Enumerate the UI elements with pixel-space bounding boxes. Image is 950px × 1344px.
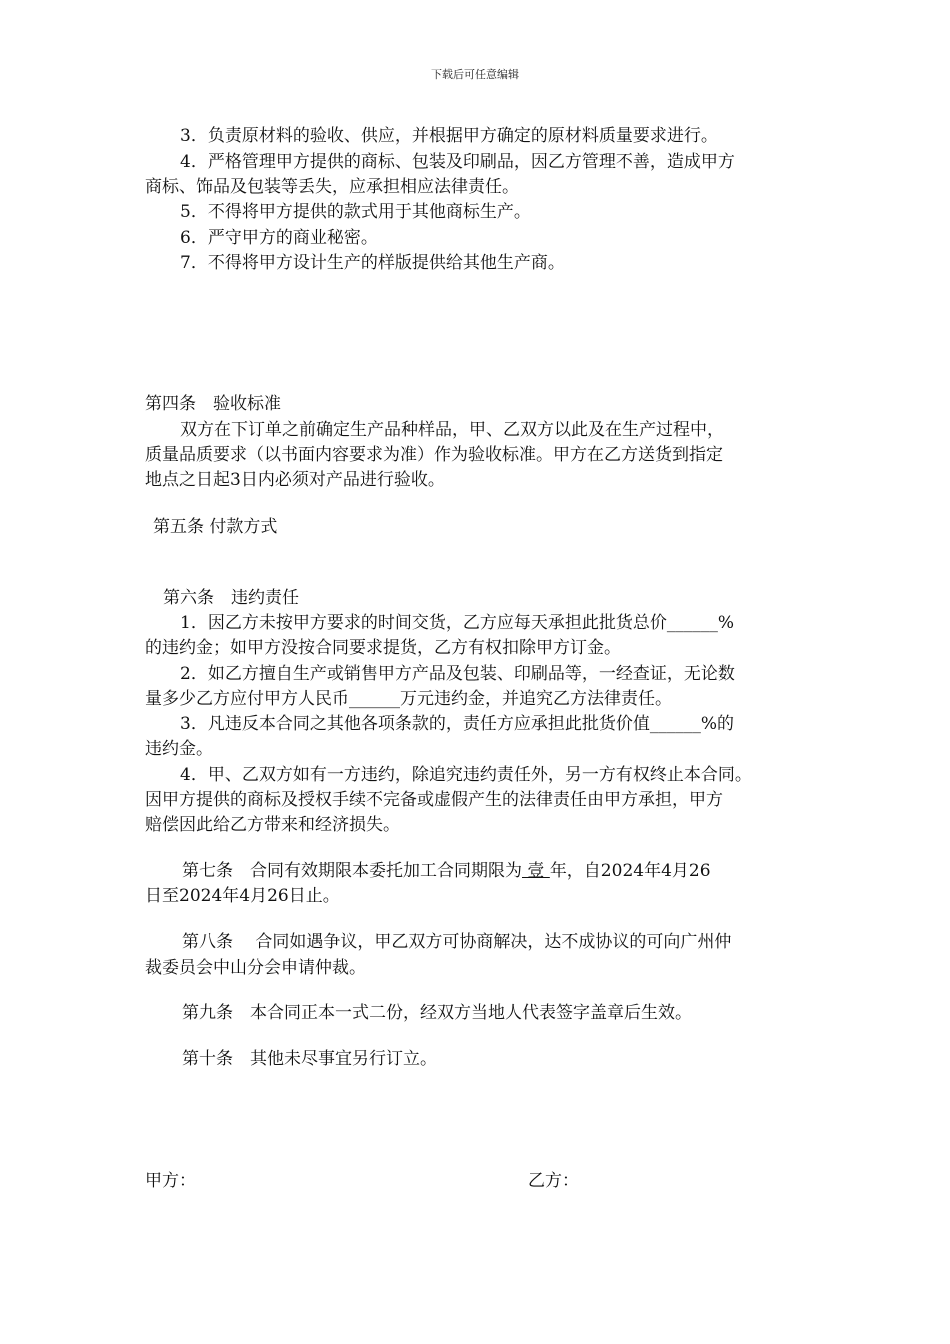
article-10-line1: 第十条 其他未尽事宜另行订立。 [182,1049,437,1069]
contract-term-value: 壹 [522,861,550,881]
article-8-line2: 裁委员会中山分会申请仲裁。 [145,958,366,978]
article-6-item-4-line3: 赔偿因此给乙方带来和经济损失。 [145,815,400,835]
party-a-signature-label: 甲方： [145,1171,196,1191]
article-6-title: 第六条 违约责任 [163,588,299,608]
article-8-line1: 第八条 合同如遇争议，甲乙双方可协商解决，达不成协议的可向广州仲 [182,932,732,952]
obligation-item-4-line1: 4．严格管理甲方提供的商标、包装及印刷品，因乙方管理不善，造成甲方 [180,152,735,172]
article-7-suffix: 年，自2024年4月26 [549,861,711,881]
article-5-title: 第五条 付款方式 [153,517,278,537]
article-6-item-4-line2: 因甲方提供的商标及授权手续不完备或虚假产生的法律责任由甲方承担，甲方 [145,790,723,810]
obligation-item-4-line2: 商标、饰品及包装等丢失，应承担相应法律责任。 [145,177,519,197]
page-header: 下载后可任意编辑 [431,68,519,81]
obligation-item-7: 7．不得将甲方设计生产的样版提供给其他生产商。 [180,253,565,273]
article-4-line1: 双方在下订单之前确定生产品种样品，甲、乙双方以此及在生产过程中， [180,420,724,440]
article-4-line3: 地点之日起3日内必须对产品进行验收。 [145,470,445,490]
article-6-item-2-line1: 2．如乙方擅自生产或销售甲方产品及包装、印刷品等，一经查证，无论数 [180,664,735,684]
article-6-item-4-line1: 4．甲、乙双方如有一方违约，除追究违约责任外，另一方有权终止本合同。 [180,765,752,785]
obligation-item-6: 6．严守甲方的商业秘密。 [180,228,378,248]
article-7-line2: 日至2024年4月26日止。 [145,886,340,906]
article-9-line1: 第九条 本合同正本一式二份，经双方当地人代表签字盖章后生效。 [182,1003,692,1023]
article-7-line1 [182,859,711,883]
obligation-item-5: 5．不得将甲方提供的款式用于其他商标生产。 [180,202,531,222]
article-6-item-1-line1: 1．因乙方未按甲方要求的时间交货，乙方应每天承担此批货总价______% [180,613,734,633]
article-4-line2: 质量品质要求（以书面内容要求为准）作为验收标准。甲方在乙方送货到指定 [145,445,723,465]
party-b-signature-label: 乙方： [528,1171,579,1191]
article-6-item-1-line2: 的违约金；如甲方没按合同要求提货，乙方有权扣除甲方订金。 [145,638,621,658]
article-6-item-3-line2: 违约金。 [145,739,213,759]
obligation-item-3: 3．负责原材料的验收、供应，并根据甲方确定的原材料质量要求进行。 [180,126,718,146]
article-4-title: 第四条 验收标准 [145,394,281,414]
article-7-prefix: 第七条 合同有效期限本委托加工合同期限为 [182,861,522,881]
article-6-item-3-line1: 3．凡违反本合同之其他各项条款的，责任方应承担此批货价值______%的 [180,714,734,734]
article-6-item-2-line2: 量多少乙方应付甲方人民币______万元违约金，并追究乙方法律责任。 [145,689,672,709]
